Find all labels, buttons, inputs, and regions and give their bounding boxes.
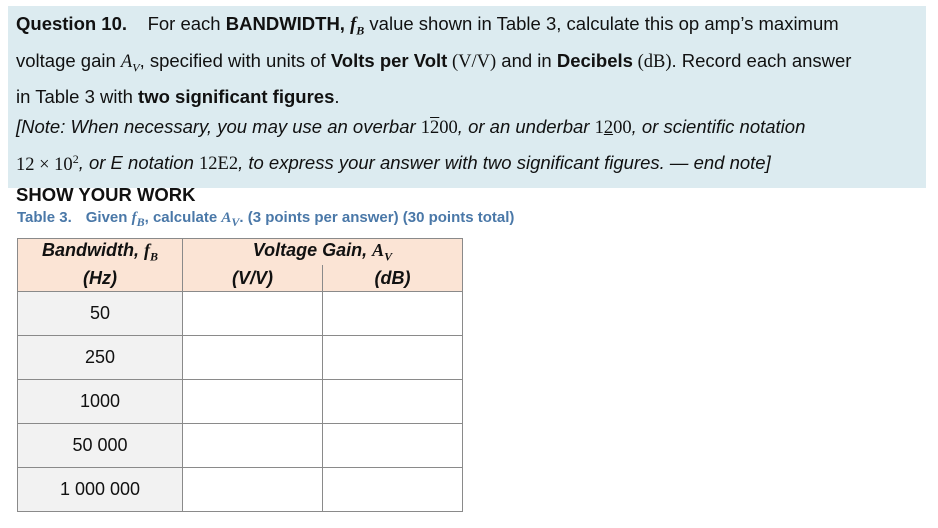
e-notation-example: 12E2 [199,154,239,175]
note-text: , or E notation [78,152,200,174]
header-row-1 [18,239,463,266]
bandwidth-keyword: BANDWIDTH, [225,13,351,34]
db-answer-cell[interactable] [323,424,463,468]
fb-symbol: $f_B$ [131,210,145,229]
results-table [17,238,463,512]
overbar-example: 1200 [420,118,458,139]
underbar-example: 1200 [594,118,632,139]
voltage-gain-header: Voltage Gain, $A_V$ [183,239,463,266]
bandwidth-cell: 50 [18,292,183,336]
av-symbol: $A_V$ [221,210,240,229]
bandwidth-cell: 250 [18,336,183,380]
question-text: . Record each answer [671,49,852,71]
av-symbol: $A_V$ [120,51,140,75]
note-text: [Note: When necessary, you may use an overbar [16,116,421,138]
question-text: in Table 3 with [16,86,139,108]
vv-unit-header: (V/V) [183,265,323,292]
vv-answer-cell[interactable] [183,380,323,424]
bandwidth-header: Bandwidth, $f_B$ [18,239,183,266]
table-caption [17,209,514,230]
table-row [18,336,463,380]
vv-answer-cell[interactable] [183,424,323,468]
show-work: SHOW YOUR WORK [16,183,196,205]
note-line-1 [16,112,926,143]
scientific-example: $12 \times 10^2$ [16,151,79,175]
hz-unit-header: (Hz) [18,265,183,292]
bandwidth-cell: 1000 [18,380,183,424]
table-row [18,380,463,424]
table-caption-label: Table 3. [17,209,72,226]
caption-text: Given [85,209,132,226]
question-line-2 [16,46,926,83]
table-row [18,468,463,512]
question-number: Question 10. [16,13,128,34]
table-row [18,292,463,336]
question-box [8,6,926,205]
decibels-keyword: Decibels [556,49,633,71]
question-text: , specified with units of [139,49,331,71]
table-row [18,424,463,468]
note-line-2 [16,143,926,179]
db-unit: (dB) [632,51,672,72]
note-text: , or scientific notation [631,116,806,138]
two-sig-keyword: two significant figures [138,86,335,108]
header-row-2 [18,265,463,292]
vv-unit: (V/V) [447,51,497,72]
note-text: , or an underbar [457,116,595,138]
vv-answer-cell[interactable] [183,468,323,512]
question-line-3 [16,82,926,112]
vv-answer-cell[interactable] [183,336,323,380]
caption-text: , calculate [144,209,222,226]
question-text: and in [496,49,557,71]
note-text: , to express your answer with two significant figures. — end note] [238,152,771,174]
bandwidth-cell: 1 000 000 [18,468,183,512]
db-answer-cell[interactable] [323,336,463,380]
question-text: For each [147,13,226,34]
question-text: . [334,86,340,108]
question-text: voltage gain [16,49,121,71]
db-answer-cell[interactable] [323,468,463,512]
caption-text: . (3 points per answer) (30 points total) [239,209,515,226]
bandwidth-cell: 50 000 [18,424,183,468]
question-line-1 [16,9,926,46]
vv-answer-cell[interactable] [183,292,323,336]
db-answer-cell[interactable] [323,292,463,336]
fb-symbol: $f_B$ [350,15,365,38]
db-unit-header: (dB) [323,265,463,292]
volts-per-volt-keyword: Volts per Volt [330,49,448,71]
db-answer-cell[interactable] [323,380,463,424]
question-text: value shown in Table 3, calculate this op amp’s maximum [364,13,839,34]
